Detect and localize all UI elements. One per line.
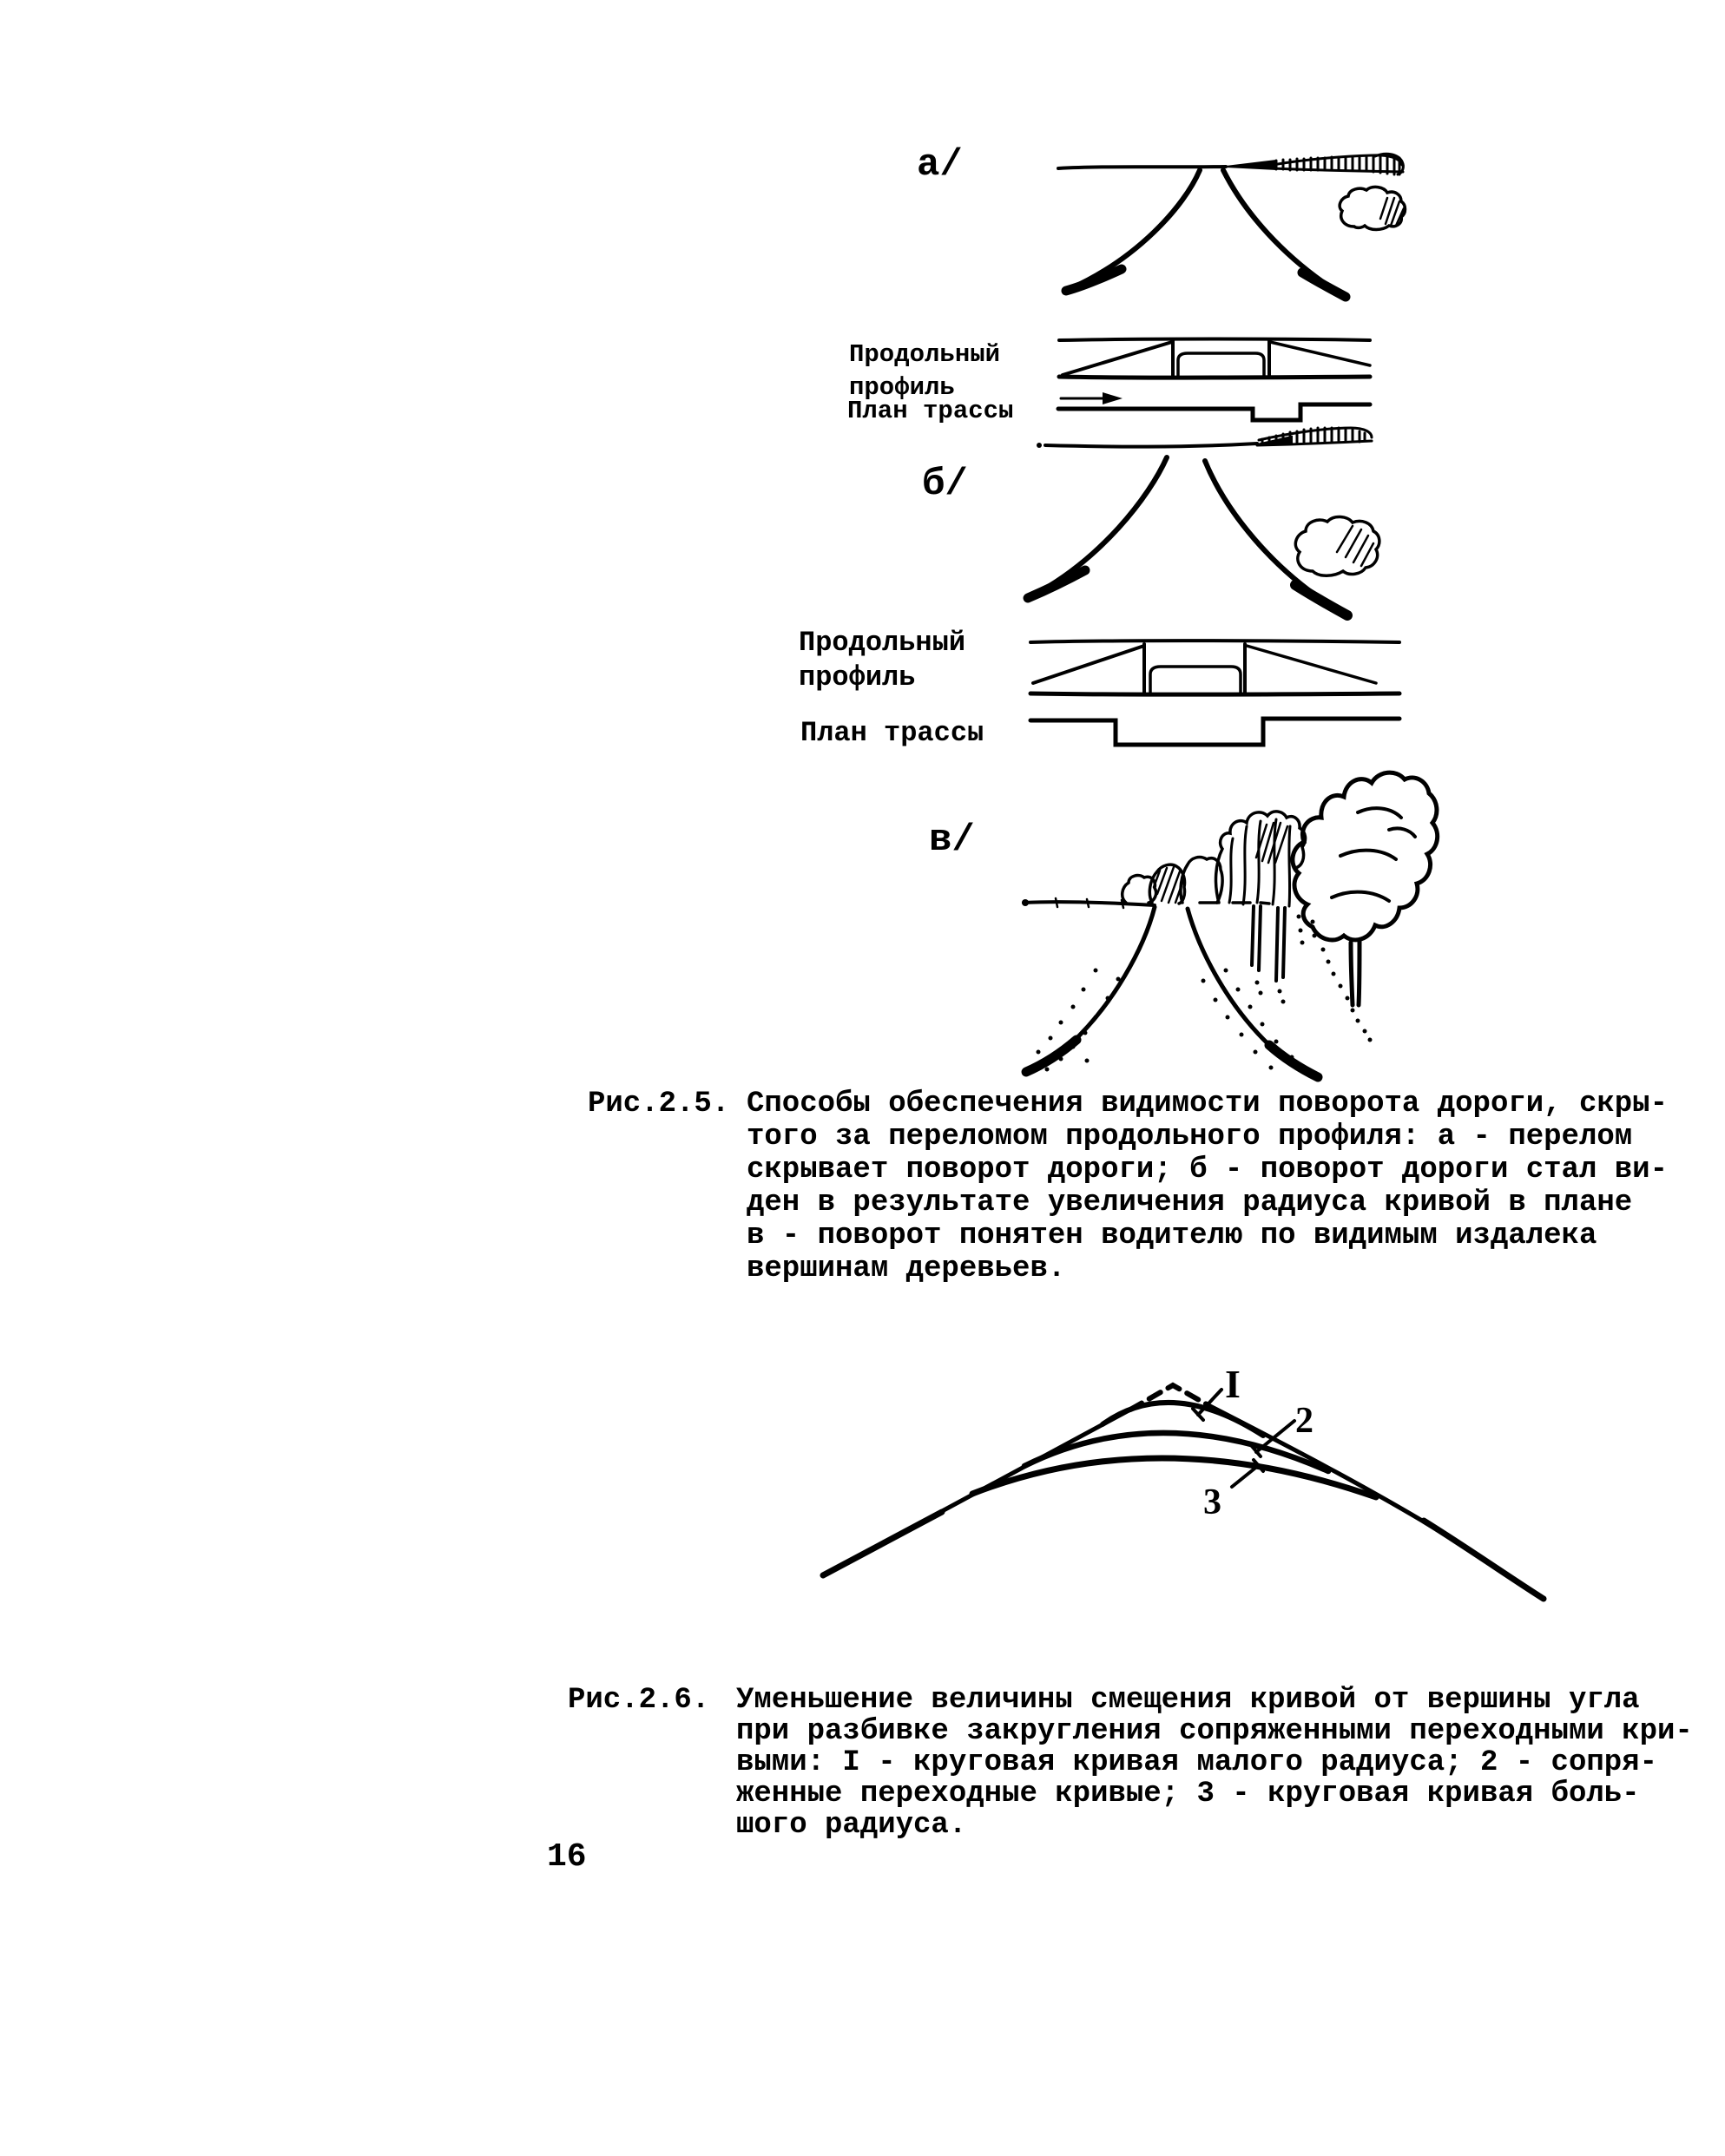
bush-icon [1340, 187, 1405, 229]
curve-label-2: 2 [1295, 1401, 1314, 1441]
profile-label-b-line2: профиль [799, 661, 916, 693]
road-over-crest-drawing-b [1028, 428, 1379, 615]
caption-2-5-line: в - поворот понятен водителю по видимым издалека [747, 1219, 1597, 1252]
figure-v-tag: в/ [929, 818, 975, 862]
caption-2-5-line: скрывает поворот дороги; б - поворот дороги стал ви- [747, 1154, 1668, 1186]
curve-label-3: 3 [1203, 1482, 1221, 1522]
profile-label-b-line1: Продольный [799, 627, 966, 659]
plan-label-a: План трассы [847, 397, 1014, 425]
caption-2-5-line: вершинам деревьев. [747, 1252, 1066, 1285]
figure-b-road-sketch [946, 417, 1450, 764]
profile-diagram-a [1059, 339, 1370, 378]
profile-label-a-line2: профиль [849, 373, 955, 402]
figure-a-road-sketch [990, 139, 1450, 434]
road-crest-with-trees-drawing [1022, 772, 1438, 1077]
caption-2-6-line: выми: I - круговая кривая малого радиуса; 2 - сопря- [736, 1746, 1657, 1779]
profile-label-a-line1: Продольный [849, 340, 1001, 369]
figure-v-trees-sketch [981, 746, 1458, 1094]
plan-diagram-b [1030, 719, 1399, 745]
caption-2-6-line: при разбивке закругления сопряженными переходными кри- [736, 1715, 1693, 1748]
caption-2-6-line: женные переходные кривые; 3 - круговая кривая боль- [736, 1778, 1640, 1811]
caption-2-6-label: Рис.2.6. [568, 1684, 710, 1717]
crest-bushes [1123, 858, 1222, 904]
plan-label-b: План трассы [800, 717, 984, 749]
caption-2-6-line: Уменьшение величины смещения кривой от вершины угла [736, 1684, 1640, 1717]
figure-b-tag: б/ [922, 463, 968, 506]
direction-arrow-icon [1103, 392, 1123, 404]
caption-2-6-body [736, 1685, 1693, 1841]
curve-label-1: I [1225, 1362, 1241, 1406]
curve-offset-diagram [823, 1385, 1544, 1599]
caption-2-5-line: того за переломом продольного профиля: а - перелом [747, 1121, 1633, 1154]
figure-2-6-curves-sketch [781, 1354, 1563, 1614]
bush-icon [1295, 516, 1379, 575]
profile-diagram-b [1030, 641, 1399, 694]
figure-a-tag: а/ [917, 143, 963, 187]
caption-2-6-line: шого радиуса. [736, 1809, 967, 1842]
road-over-crest-drawing-a [1058, 154, 1406, 297]
middle-trees [1216, 812, 1306, 981]
caption-2-5-line: ден в результате увеличения радиуса кривой в плане [747, 1186, 1633, 1219]
curve-1-small-radius [1103, 1403, 1263, 1436]
caption-2-5-body [747, 1088, 1668, 1285]
caption-2-5-line: Способы обеспечения видимости поворота дороги, скры- [747, 1088, 1668, 1121]
big-tree [1293, 772, 1438, 1005]
caption-2-5-label: Рис.2.5. [588, 1088, 730, 1121]
page-number: 16 [547, 1838, 587, 1876]
